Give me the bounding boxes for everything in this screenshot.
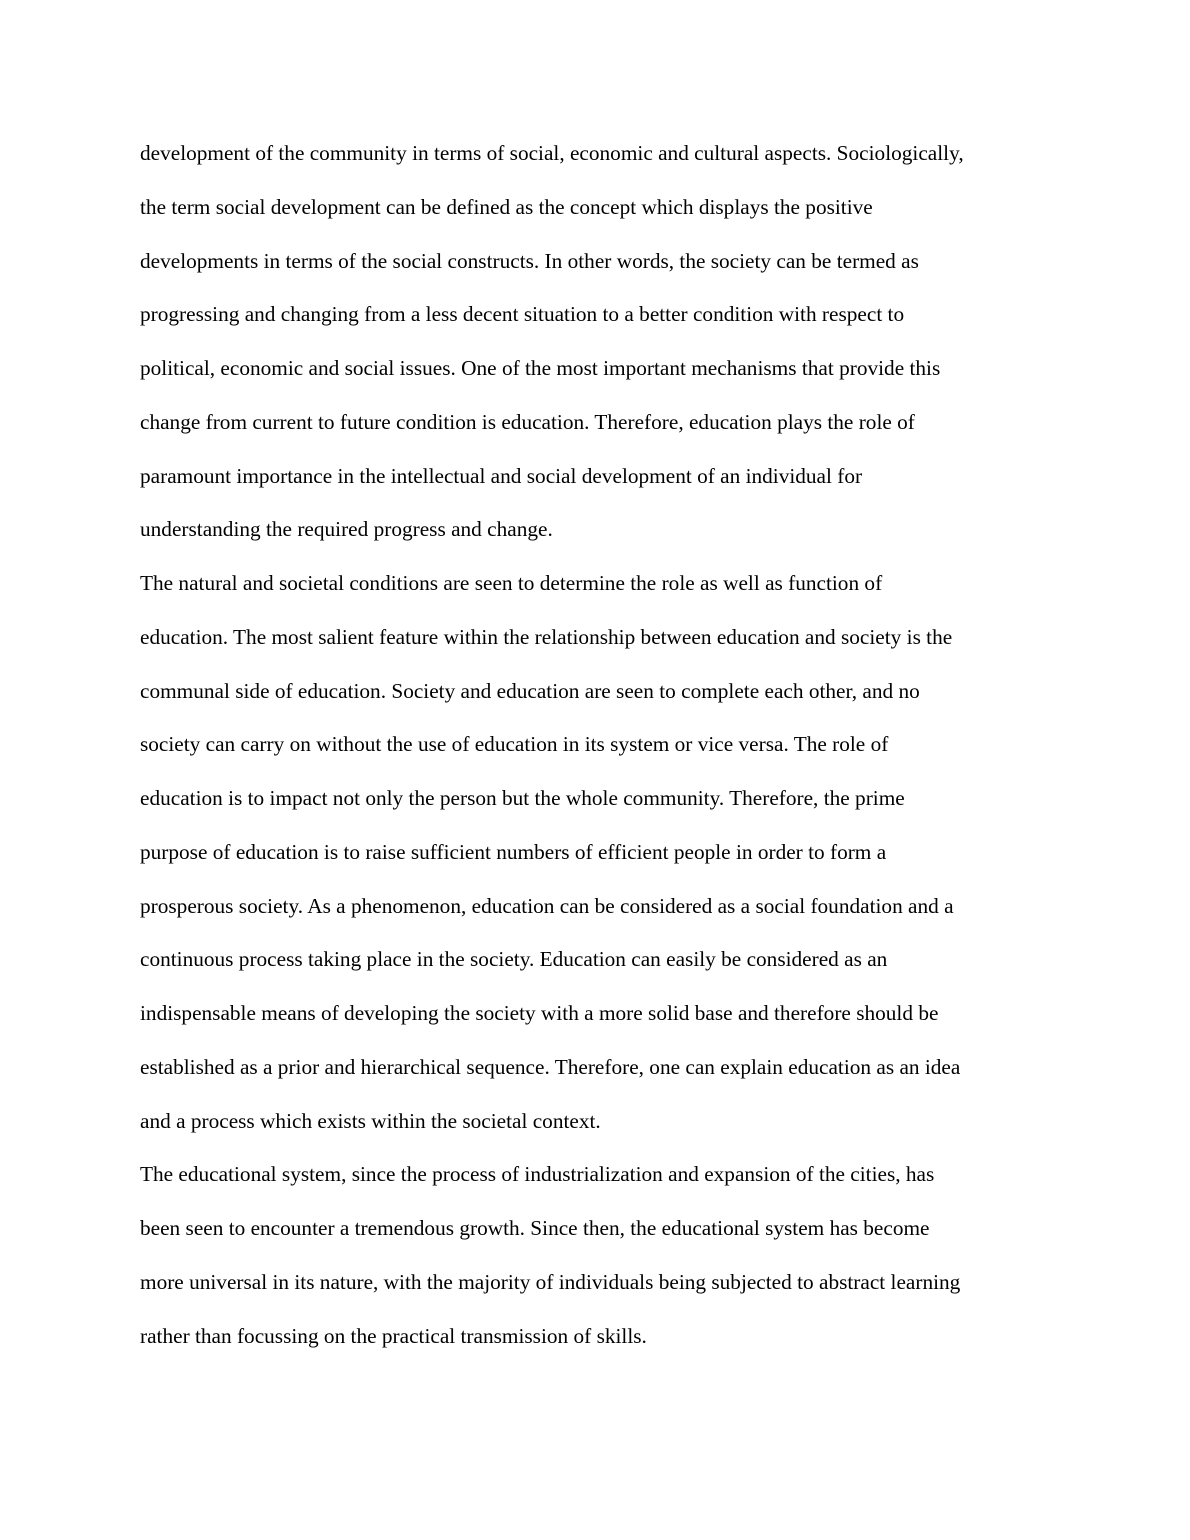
text-line: paramount importance in the intellectual and social development of an individual for bbox=[140, 463, 863, 488]
text-line: established as a prior and hierarchical sequence. Therefore, one can explain education as an idea bbox=[140, 1054, 961, 1079]
text-line: change from current to future condition is education. Therefore, education plays the role of bbox=[140, 409, 915, 434]
text-line: more universal in its nature, with the majority of individuals being subjected to abstract learning bbox=[140, 1269, 961, 1294]
text-line: indispensable means of developing the society with a more solid base and therefore should be bbox=[140, 1001, 939, 1025]
paragraph-2 bbox=[140, 557, 1060, 1148]
text-line: and a process which exists within the societal context. bbox=[140, 1108, 601, 1133]
text-line: prosperous society. As a phenomenon, education can be considered as a social foundation and a bbox=[140, 893, 954, 918]
text-line: society can carry on without the use of education in its system or vice versa. The role of bbox=[140, 732, 889, 757]
text-line: been seen to encounter a tremendous growth. Since then, the educational system has become bbox=[140, 1216, 930, 1240]
text-line: communal side of education. Society and education are seen to complete each other, and no bbox=[140, 678, 920, 703]
text-line: education is to impact not only the person but the whole community. Therefore, the prime bbox=[140, 786, 905, 810]
paragraph-1 bbox=[140, 127, 1060, 557]
text-line: The educational system, since the process of industrialization and expansion of the cities, has bbox=[140, 1162, 935, 1187]
text-line: development of the community in terms of social, economic and cultural aspects. Sociologically, bbox=[140, 141, 964, 165]
text-line: rather than focussing on the practical transmission of skills. bbox=[140, 1323, 647, 1348]
text-line: understanding the required progress and change. bbox=[140, 517, 553, 542]
text-line: developments in terms of the social constructs. In other words, the society can be termed as bbox=[140, 248, 919, 273]
document-body bbox=[140, 127, 1060, 1363]
text-line: progressing and changing from a less decent situation to a better condition with respect to bbox=[140, 302, 905, 327]
paragraph-3 bbox=[140, 1148, 1060, 1363]
text-line: The natural and societal conditions are seen to determine the role as well as function of bbox=[140, 571, 883, 595]
text-line: political, economic and social issues. One of the most important mechanisms that provide this bbox=[140, 356, 941, 380]
text-line: continuous process taking place in the society. Education can easily be considered as an bbox=[140, 947, 888, 972]
text-line: the term social development can be defined as the concept which displays the positive bbox=[140, 194, 873, 219]
text-line: purpose of education is to raise sufficient numbers of efficient people in order to form a bbox=[140, 839, 887, 864]
text-line: education. The most salient feature within the relationship between education and society is the bbox=[140, 624, 953, 649]
